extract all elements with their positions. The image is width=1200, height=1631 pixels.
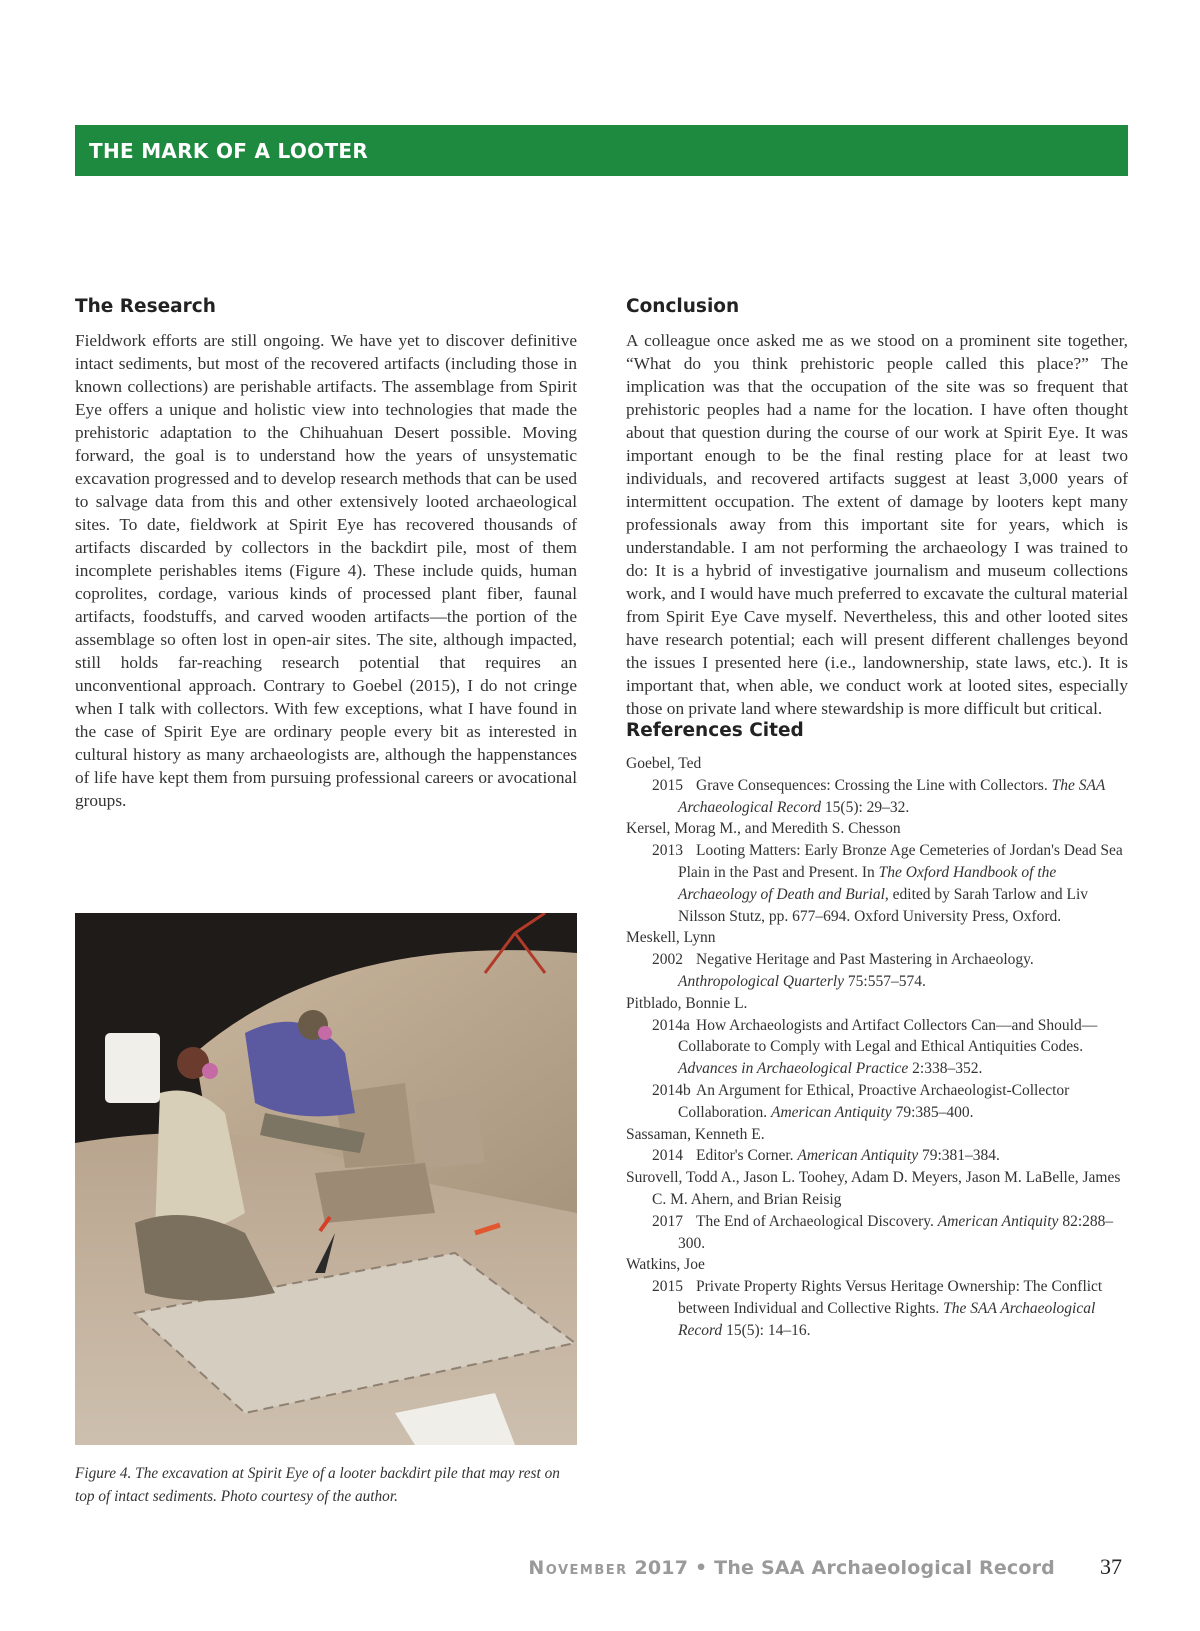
reference-author: Watkins, Joe — [626, 1256, 705, 1274]
reference-author: Kersel, Morag M., and Meredith S. Chesson — [626, 820, 901, 838]
banner-title: THE MARK OF A LOOTER — [89, 138, 369, 163]
reference-author: Goebel, Ted — [626, 755, 702, 772]
reference-year: 2013 — [652, 842, 683, 860]
reference-tail: 15(5): 29–32. — [821, 798, 910, 816]
reference-text: The End of Archaeological Discovery. — [696, 1212, 938, 1230]
reference-tail: , edited by Sarah Tarlow and Liv Nilsson Stutz, pp. 677–694. Oxford University Press, Oxford. — [678, 885, 1089, 925]
reference-journal: American Antiquity — [797, 1147, 919, 1165]
reference-entry — [652, 840, 1128, 927]
footer-month: November — [528, 1557, 628, 1579]
reference-year: 2015 — [652, 1278, 683, 1296]
reference-journal: The SAA Archaeological Record — [678, 776, 1106, 816]
reference-entry — [652, 1276, 1128, 1341]
research-heading: The Research — [75, 296, 216, 317]
reference-tail: 79:385–400. — [891, 1103, 974, 1121]
reference-text: Private Property Rights Versus Heritage Ownership: The Conflict between Individual and Collective Rights. — [678, 1278, 1103, 1317]
excavation-photo — [75, 913, 577, 1445]
reference-text: An Argument for Ethical, Proactive Archaeologist-Collector Collaboration. — [678, 1081, 1070, 1121]
research-column — [75, 296, 577, 812]
reference-journal: American Antiquity — [937, 1212, 1059, 1230]
reference-text: Editor's Corner. — [696, 1147, 798, 1165]
reference-year: 2015 — [652, 776, 683, 794]
reference-tail: 82:288–300. — [678, 1212, 1114, 1252]
reference-entry — [652, 1145, 1128, 1167]
reference-journal: Anthropological Quarterly — [678, 972, 845, 990]
reference-author: Meskell, Lynn — [626, 929, 716, 947]
references-heading: References Cited — [626, 720, 804, 741]
reference-tail: 79:381–384. — [918, 1147, 1000, 1165]
reference-journal: Advances in Archaeological Practice — [678, 1060, 909, 1078]
reference-entry — [652, 775, 1128, 819]
research-body: Fieldwork efforts are still ongoing. We have yet to discover definitive intact sediments, but most of the recovered artifacts (including those in known collections) are perishable artifacts. The assemblage from Spirit Eye offers a unique and holistic view into technologies that made the prehistoric adaptation to the Chihuahuan Desert possible. Moving forward, the goal is to understand how the years of unsystematic excavation progressed and to develop research methods that can be used to salvage data from this and other extensively looted archaeological sites. To date, fieldwork at Spirit Eye has recovered thousands of artifacts discarded by collectors in the backdirt pile, most of them incomplete perishables items (Figure 4). These include quids, human coprolites, cordage, various kinds of processed plant fiber, faunal artifacts, foodstuffs, and carved wooden artifacts—the portion of the assemblage so often lost in open-air sites. The site, although impacted, still holds far-reaching research potential that requires an unconventional approach. Contrary to Goebel (2015), I do not cringe when I talk with collectors. With few exceptions, what I have found in the case of Spirit Eye are ordinary people every bit as interested in cultural history as many archaeologists are, although the happenstances of life have kept them from pursuing professional careers or avocational groups. — [75, 331, 577, 810]
reference-tail: 2:338–352. — [908, 1060, 983, 1078]
reference-year: 2014 — [652, 1147, 683, 1165]
conclusion-column — [626, 296, 1128, 1342]
figure-caption: Figure 4. The excavation at Spirit Eye of a looter backdirt pile that may rest on top of intact sediments. Photo courtesy of the author. — [75, 1465, 560, 1505]
reference-year: 2002 — [652, 951, 683, 969]
reference-entry — [652, 949, 1128, 993]
reference-text: Negative Heritage and Past Mastering in Archaeology. — [696, 951, 1034, 969]
reference-entry — [652, 1211, 1128, 1255]
reference-journal: The SAA Archaeological Record — [678, 1299, 1096, 1339]
footer-bullet: • — [694, 1557, 708, 1579]
reference-year: 2014b — [652, 1081, 691, 1099]
section-banner — [75, 125, 1128, 176]
reference-entry — [652, 1015, 1128, 1080]
reference-year: 2017 — [652, 1212, 683, 1230]
reference-year: 2014a — [652, 1016, 690, 1034]
page-footer — [528, 1557, 1055, 1579]
excavation-photo-illustration — [75, 913, 577, 1445]
reference-tail: 75:557–574. — [844, 972, 926, 990]
footer-year: 2017 — [634, 1557, 689, 1579]
reference-text: How Archaeologists and Artifact Collectors Can—and Should—Collaborate to Comply with Legal and Ethical Antiquities Codes. — [678, 1016, 1098, 1056]
reference-tail: 15(5): 14–16. — [722, 1321, 811, 1339]
reference-author: Sassaman, Kenneth E. — [626, 1125, 765, 1143]
reference-journal: American Antiquity — [771, 1103, 892, 1121]
reference-text: Looting Matters: Early Bronze Age Cemeteries of Jordan's Dead Sea Plain in the Past and Present. In — [678, 842, 1123, 881]
reference-author: Surovell, Todd A., Jason L. Toohey, Adam D. Meyers, Jason M. LaBelle, James C. M. Ahern, and Brian Reisig — [626, 1169, 1121, 1208]
conclusion-heading: Conclusion — [626, 296, 740, 317]
references-list — [626, 753, 1128, 1342]
conclusion-body: A colleague once asked me as we stood on a prominent site together, “What do you think prehistoric people called this place?” The implication was that the occupation of the site was so frequent that prehistoric peoples had a name for the location. I have often thought about that question during the course of our work at Spirit Eye. It was important enough to be the final resting place for at least two individuals, and recovered artifacts suggest at least 3,000 years of intermittent occupation. The extent of damage by looters kept many professionals away from this important site for years, which is understandable. I am not performing the archaeology I was trained to do: It is a hybrid of investigative journalism and museum collections work, and I would have much preferred to excavate the cultural material from Spirit Eye Cave myself. Nevertheless, this and other looted sites have research potential; each will present different challenges beyond the issues I presented here (i.e., landownership, state laws, etc.). It is important that, when able, we conduct work at looted sites, especially those on private land where stewardship is more difficult but critical. — [626, 331, 1128, 718]
reference-entry — [652, 1080, 1128, 1124]
reference-journal: The Oxford Handbook of the Archaeology of Death and Burial — [678, 863, 1057, 903]
reference-text: Grave Consequences: Crossing the Line with Collectors. — [696, 776, 1052, 794]
reference-author: Pitblado, Bonnie L. — [626, 994, 748, 1012]
page-number: 37 — [1100, 1554, 1122, 1579]
footer-publication: The SAA Archaeological Record — [714, 1557, 1055, 1579]
